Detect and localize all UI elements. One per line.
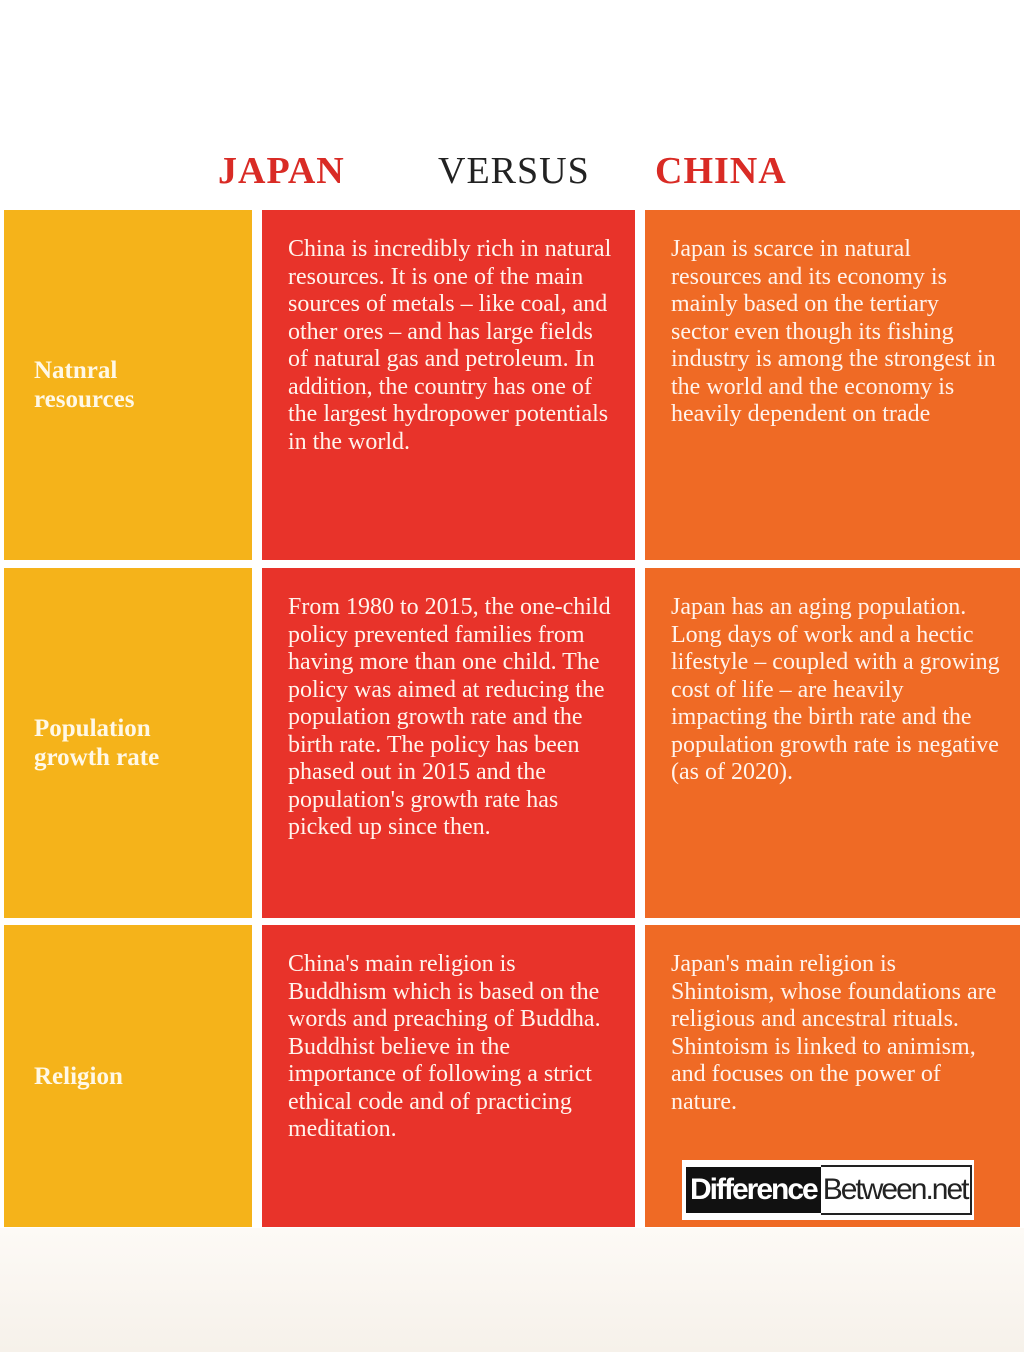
row-label: Religion — [34, 1062, 123, 1090]
logo-text-light: Between.net — [821, 1165, 972, 1215]
row-label-cell — [4, 568, 252, 918]
site-logo[interactable] — [682, 1160, 974, 1220]
cell-text: China's main religion is Buddhism which is based on the words and preaching of Buddha. Buddhist believe in the importance of following a strict ethical code and of practicing meditation. — [288, 951, 601, 1142]
middle-column-cell — [262, 925, 635, 1227]
page-footer-area — [0, 1228, 1024, 1352]
row-label: Population growth rate — [34, 715, 160, 771]
row-label-cell — [4, 925, 252, 1227]
comparison-table — [0, 210, 1024, 1228]
middle-column-cell — [262, 568, 635, 918]
logo-text-dark: Difference — [686, 1167, 821, 1213]
row-label: Natnral resources — [34, 357, 135, 413]
middle-column-cell — [262, 210, 635, 560]
cell-text: Japan is scarce in natural resources and its economy is mainly based on the tertiary sector even though its fishing industry is among the strongest in the world and the economy is heavily dependent on trade — [671, 236, 996, 427]
cell-text: Japan's main religion is Shintoism, whose foundations are religious and ancestral rituals. Shintoism is linked to animism, and focuses on the power of nature. — [671, 951, 997, 1115]
cell-text: From 1980 to 2015, the one-child policy prevented families from having more than one child. The policy was aimed at reducing the population growth rate and the birth rate. The policy has been phased out in 2015 and the population's growth rate has picked up since then. — [288, 594, 611, 840]
right-column-cell — [645, 210, 1020, 560]
row-label-cell — [4, 210, 252, 560]
header-versus: VERSUS — [438, 150, 590, 192]
right-column-cell — [645, 568, 1020, 918]
cell-text: Japan has an aging population. Long days of work and a hectic lifestyle – coupled with a growing cost of life – are heavily impacting the birth rate and the population growth rate is negative (as of 2020). — [671, 594, 1000, 785]
cell-text: China is incredibly rich in natural resources. It is one of the main sources of metals – like coal, and other ores – and has large fields of natural gas and petroleum. In addition, the country has one of the largest hydropower potentials in the world. — [288, 236, 612, 455]
header-right-country: CHINA — [655, 150, 787, 192]
header-left-country: JAPAN — [218, 150, 345, 192]
comparison-header — [0, 148, 1024, 198]
